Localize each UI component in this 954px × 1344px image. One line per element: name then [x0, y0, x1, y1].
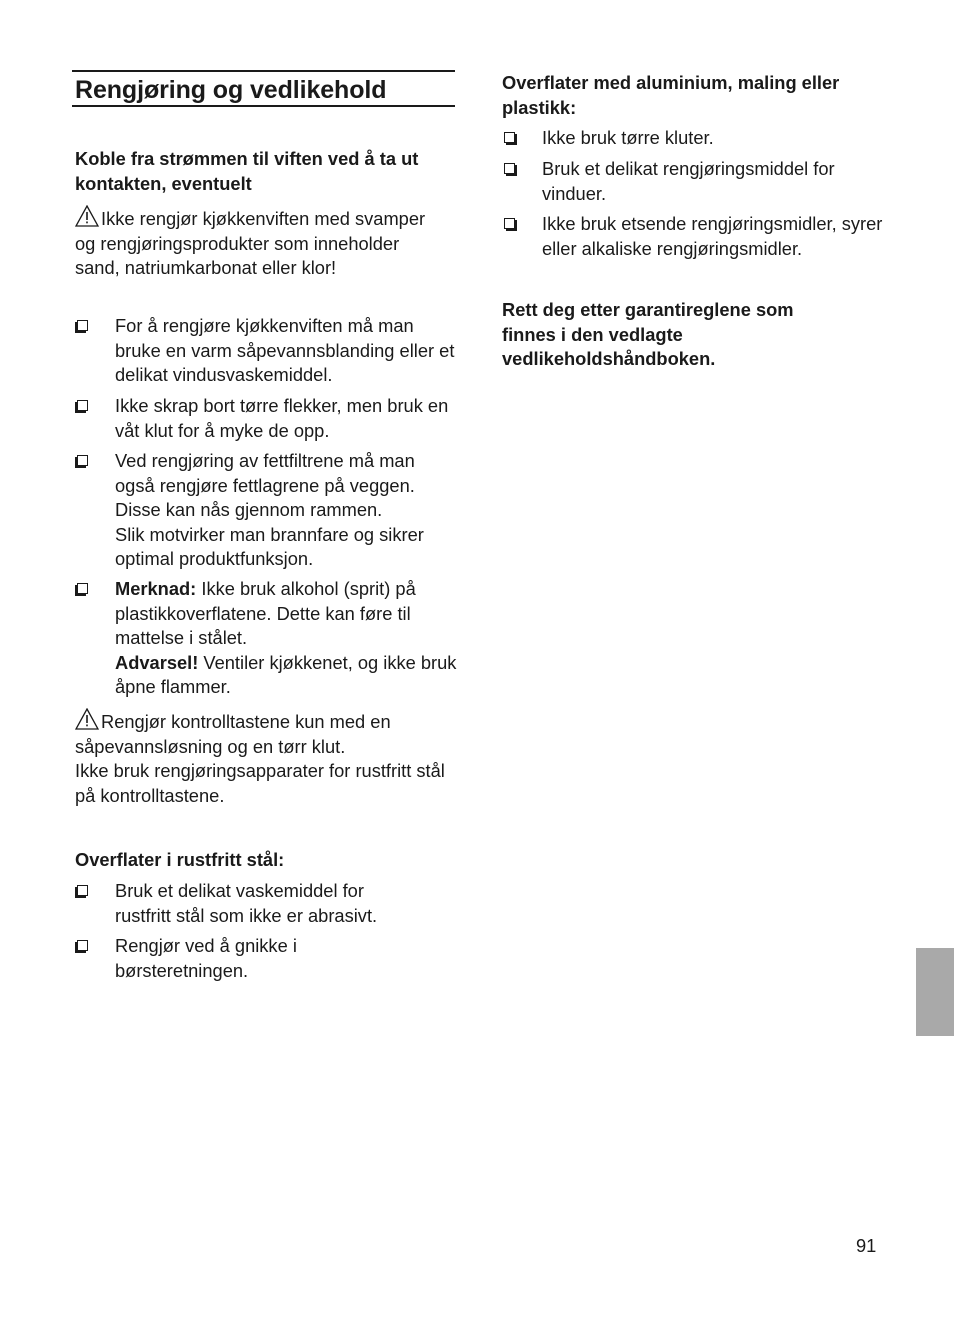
note-text: Ikke bruk alkohol (sprit) på plastikkoverflatene. Dette kan føre til mattelse i stålet. — [115, 578, 416, 648]
checkbox-square-icon — [77, 320, 88, 331]
warranty-note: Rett deg etter garantireglene som finnes i den vedlagte vedlikeholdshåndboken. — [502, 299, 794, 369]
list-item-text: Bruk et delikat vaskemiddel for rustfritt stål som ikke er abrasivt. — [115, 880, 378, 926]
heading-stainless-steel: Overflater i rustfritt stål: — [75, 849, 285, 870]
list-item-text: Rengjør ved å gnikke i børsteretningen. — [115, 935, 297, 981]
warning-triangle-icon — [75, 205, 99, 227]
list-item-text: Ikke skrap bort tørre flekker, men bruk en våt klut for å myke de opp. — [115, 395, 449, 441]
checkbox-square-icon — [77, 400, 88, 411]
shadow-square-icon — [504, 132, 515, 143]
list-item-text: Bruk et delikat rengjøringsmiddel for vinduer. — [542, 158, 835, 204]
shadow-square-icon — [504, 163, 515, 174]
list-item-text: Ikke bruk tørre kluter. — [542, 127, 714, 148]
warning-text-1: Ikke rengjør kjøkkenviften med svamper og rengjøringsprodukter som inneholder sand, natriumkarbonat eller klor! — [75, 208, 426, 278]
heading-aluminium: Overflater med aluminium, maling eller plastikk: — [502, 72, 840, 118]
warning-label: Advarsel! — [115, 651, 199, 673]
page-number: 91 — [856, 1235, 877, 1256]
list-item-text-2: Slik motvirker man brannfare og sikrer optimal produktfunksjon. — [115, 523, 424, 569]
list-item-text: Ved rengjøring av fettfiltrene må man også rengjøre fettlagrene på veggen. Disse kan nås gjennom rammen. — [115, 450, 415, 520]
checkbox-square-icon — [77, 940, 88, 951]
checkbox-square-icon — [77, 455, 88, 466]
warning-text-2: Rengjør kontrolltastene kun med en såpevannsløsning og en tørr klut. — [75, 711, 391, 757]
checkbox-square-icon — [77, 583, 88, 594]
warning-paragraph-2 — [75, 708, 450, 808]
warning-triangle-icon — [75, 708, 99, 730]
warning-text: Ventiler kjøkkenet, og ikke bruk åpne flammer. — [115, 651, 457, 697]
heading-unplug: Koble fra strømmen til viften ved å ta ut kontakten, eventuelt — [75, 148, 419, 194]
warning-paragraph-1 — [75, 205, 445, 281]
shadow-square-icon — [504, 218, 515, 229]
warning-text-2-extra: Ikke bruk rengjøringsapparater for rustfritt stål på kontrolltastene. — [75, 760, 445, 806]
page-title: Rengjøring og vedlikehold — [75, 76, 387, 104]
note-label: Merknad: — [115, 578, 197, 599]
side-tab-marker — [916, 948, 954, 1036]
list-item-text: Ikke bruk etsende rengjøringsmidler, syrer eller alkaliske rengjøringsmidler. — [542, 213, 883, 259]
section-title-block — [72, 70, 455, 107]
checkbox-square-icon — [77, 885, 88, 896]
list-item-text: For å rengjøre kjøkkenviften må man bruke en varm såpevannsblanding eller et delikat vindusvaskemiddel. — [115, 315, 455, 385]
